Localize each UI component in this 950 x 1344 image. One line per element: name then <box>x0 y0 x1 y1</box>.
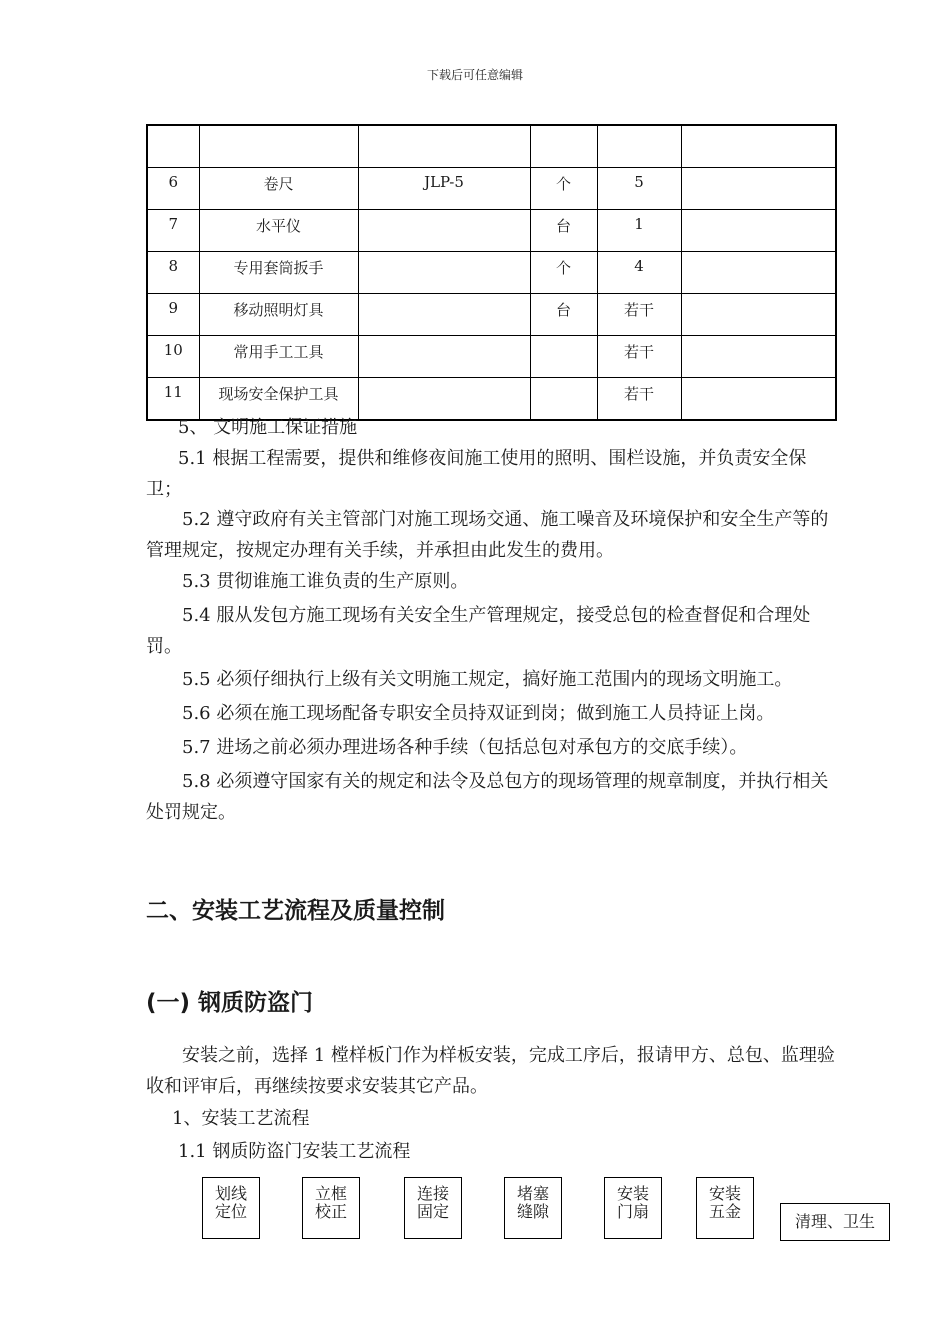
table-cell: 个 <box>530 252 597 294</box>
process-subheading: 1.1 钢质防盗门安装工艺流程 <box>178 1141 411 1162</box>
tools-table <box>146 124 837 421</box>
table-cell <box>681 168 836 210</box>
para-5-3: 5.3 贯彻谁施工谁负责的生产原则。 <box>182 571 469 592</box>
table-cell <box>358 294 530 336</box>
section5-heading: 5、 文明施工保证措施 <box>178 417 358 438</box>
table-cell: 移动照明灯具 <box>199 294 358 336</box>
table-cell <box>530 125 597 168</box>
flow-step-seal-gaps: 堵塞 缝隙 <box>504 1177 562 1239</box>
table-cell <box>199 125 358 168</box>
table-row <box>147 125 836 168</box>
table-cell <box>681 125 836 168</box>
flow-step-cleanup: 清理、卫生 <box>780 1203 890 1241</box>
table-cell <box>681 252 836 294</box>
table-cell <box>358 210 530 252</box>
table-cell <box>530 336 597 378</box>
para-5-6: 5.6 必须在施工现场配备专职安全员持双证到岗；做到施工人员持证上岗。 <box>182 703 775 724</box>
table-cell: 11 <box>147 378 199 421</box>
table-row <box>147 336 836 378</box>
table-cell: 专用套筒扳手 <box>199 252 358 294</box>
table-cell: 4 <box>597 252 681 294</box>
table-cell: 6 <box>147 168 199 210</box>
para-5-5: 5.5 必须仔细执行上级有关文明施工规定，搞好施工范围内的现场文明施工。 <box>182 669 793 690</box>
table-cell <box>681 336 836 378</box>
table-cell: 若干 <box>597 378 681 421</box>
table-cell: 水平仪 <box>199 210 358 252</box>
table-cell: 个 <box>530 168 597 210</box>
table-cell: 10 <box>147 336 199 378</box>
flow-step-install-hardware: 安装 五金 <box>696 1177 754 1239</box>
para-5-2: 5.2 遵守政府有关主管部门对施工现场交通、施工噪音及环境保护和安全生产等的管理规定，按规定办理有关手续，并承担由此发生的费用。 <box>146 509 829 561</box>
table-cell: 常用手工工具 <box>199 336 358 378</box>
table-row <box>147 210 836 252</box>
flow-step-connect-fix: 连接 固定 <box>404 1177 462 1239</box>
table-cell <box>358 252 530 294</box>
table-cell: 若干 <box>597 294 681 336</box>
process-heading: 1、安装工艺流程 <box>172 1108 310 1129</box>
para-5-1: 5.1 根据工程需要，提供和维修夜间施工使用的照明、围栏设施，并负责安全保卫； <box>146 448 807 500</box>
table-cell <box>597 125 681 168</box>
table-row <box>147 168 836 210</box>
table-cell <box>358 125 530 168</box>
para-5-8: 5.8 必须遵守国家有关的规定和法令及总包方的现场管理的规章制度，并执行相关处罚规定。 <box>146 771 829 823</box>
chapter-title: 二、安装工艺流程及质量控制 <box>146 898 445 924</box>
table-cell: 卷尺 <box>199 168 358 210</box>
subsection-title: (一) 钢质防盗门 <box>146 990 314 1016</box>
table-cell: 8 <box>147 252 199 294</box>
table-cell: 9 <box>147 294 199 336</box>
table-cell: 5 <box>597 168 681 210</box>
table-cell <box>681 294 836 336</box>
table-cell <box>681 210 836 252</box>
para-5-7: 5.7 进场之前必须办理进场各种手续（包括总包对承包方的交底手续）。 <box>182 737 748 758</box>
table-cell: 1 <box>597 210 681 252</box>
flow-step-frame-align: 立框 校正 <box>302 1177 360 1239</box>
table-cell: 若干 <box>597 336 681 378</box>
table-cell: 台 <box>530 294 597 336</box>
table-cell: 台 <box>530 210 597 252</box>
page-header-note: 下载后可任意编辑 <box>426 68 523 82</box>
para-5-4: 5.4 服从发包方施工现场有关安全生产管理规定，接受总包的检查督促和合理处罚。 <box>146 605 811 657</box>
table-cell <box>358 336 530 378</box>
table-row <box>147 294 836 336</box>
flow-step-marking: 划线 定位 <box>202 1177 260 1239</box>
flow-step-install-leaf: 安装 门扇 <box>604 1177 662 1239</box>
table-cell: JLP-5 <box>358 168 530 210</box>
intro-paragraph: 安装之前，选择 1 樘样板门作为样板安装，完成工序后，报请甲方、总包、监理验收和评审后，再继续按要求安装其它产品。 <box>146 1045 835 1097</box>
table-row <box>147 252 836 294</box>
table-cell <box>147 125 199 168</box>
table-cell: 现场安全保护工具 <box>199 378 358 421</box>
table-cell: 7 <box>147 210 199 252</box>
